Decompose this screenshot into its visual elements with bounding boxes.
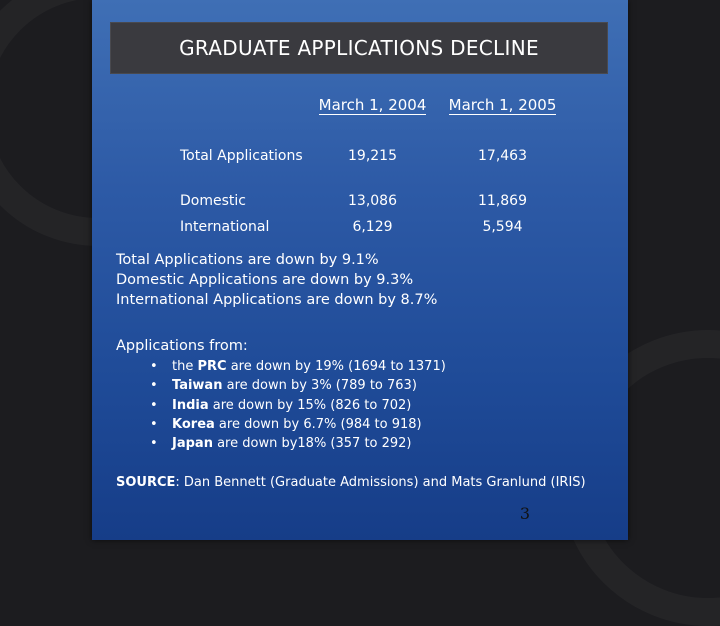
page-number: 3	[519, 504, 531, 523]
row-label: Total Applications	[180, 148, 303, 164]
list-item: • India are down by 15% (826 to 702)	[150, 396, 446, 415]
bullet-icon: •	[150, 378, 158, 394]
source-label: SOURCE	[116, 475, 176, 490]
country-name: PRC	[197, 359, 227, 374]
column-header-2004: March 1, 2004	[318, 96, 427, 114]
source-text: : Dan Bennett (Graduate Admissions) and Mats Granlund (IRIS)	[175, 475, 586, 490]
value-2005: 11,869	[478, 193, 527, 209]
value-2005: 17,463	[478, 148, 527, 164]
table-row	[0, 219, 720, 241]
column-header-2005: March 1, 2005	[448, 96, 557, 114]
value-2004: 19,215	[348, 148, 397, 164]
country-name: India	[172, 397, 209, 413]
list-item: • Korea are down by 6.7% (984 to 918)	[150, 415, 446, 434]
country-list	[150, 357, 446, 453]
value-2004: 6,129	[352, 219, 393, 235]
summary-line: Domestic Applications are down by 9.3%	[116, 272, 414, 288]
summary-line: Total Applications are down by 9.1%	[116, 252, 379, 268]
value-2005: 5,594	[482, 219, 523, 235]
bullet-icon: •	[150, 436, 158, 452]
source-citation	[116, 475, 586, 490]
list-item: • Japan are down by18% (357 to 292)	[150, 434, 446, 453]
country-name: Japan	[172, 436, 213, 452]
value-2004: 13,086	[348, 193, 397, 209]
slide-title: GRADUATE APPLICATIONS DECLINE	[179, 36, 539, 60]
bullet-icon: •	[150, 359, 158, 374]
list-item: • the PRC are down by 19% (1694 to 1371)	[150, 357, 446, 376]
row-label: International	[180, 219, 270, 235]
country-name: Korea	[172, 416, 215, 432]
summary-line: International Applications are down by 8.7%	[116, 292, 438, 308]
row-label: Domestic	[180, 193, 246, 209]
summary-text	[116, 250, 437, 310]
applications-from-heading: Applications from:	[116, 338, 248, 354]
bullet-icon: •	[150, 416, 158, 432]
country-name: Taiwan	[172, 378, 223, 394]
list-item: • Taiwan are down by 3% (789 to 763)	[150, 376, 446, 395]
bullet-icon: •	[150, 397, 158, 413]
table-row	[0, 148, 720, 170]
table-row	[0, 193, 720, 215]
